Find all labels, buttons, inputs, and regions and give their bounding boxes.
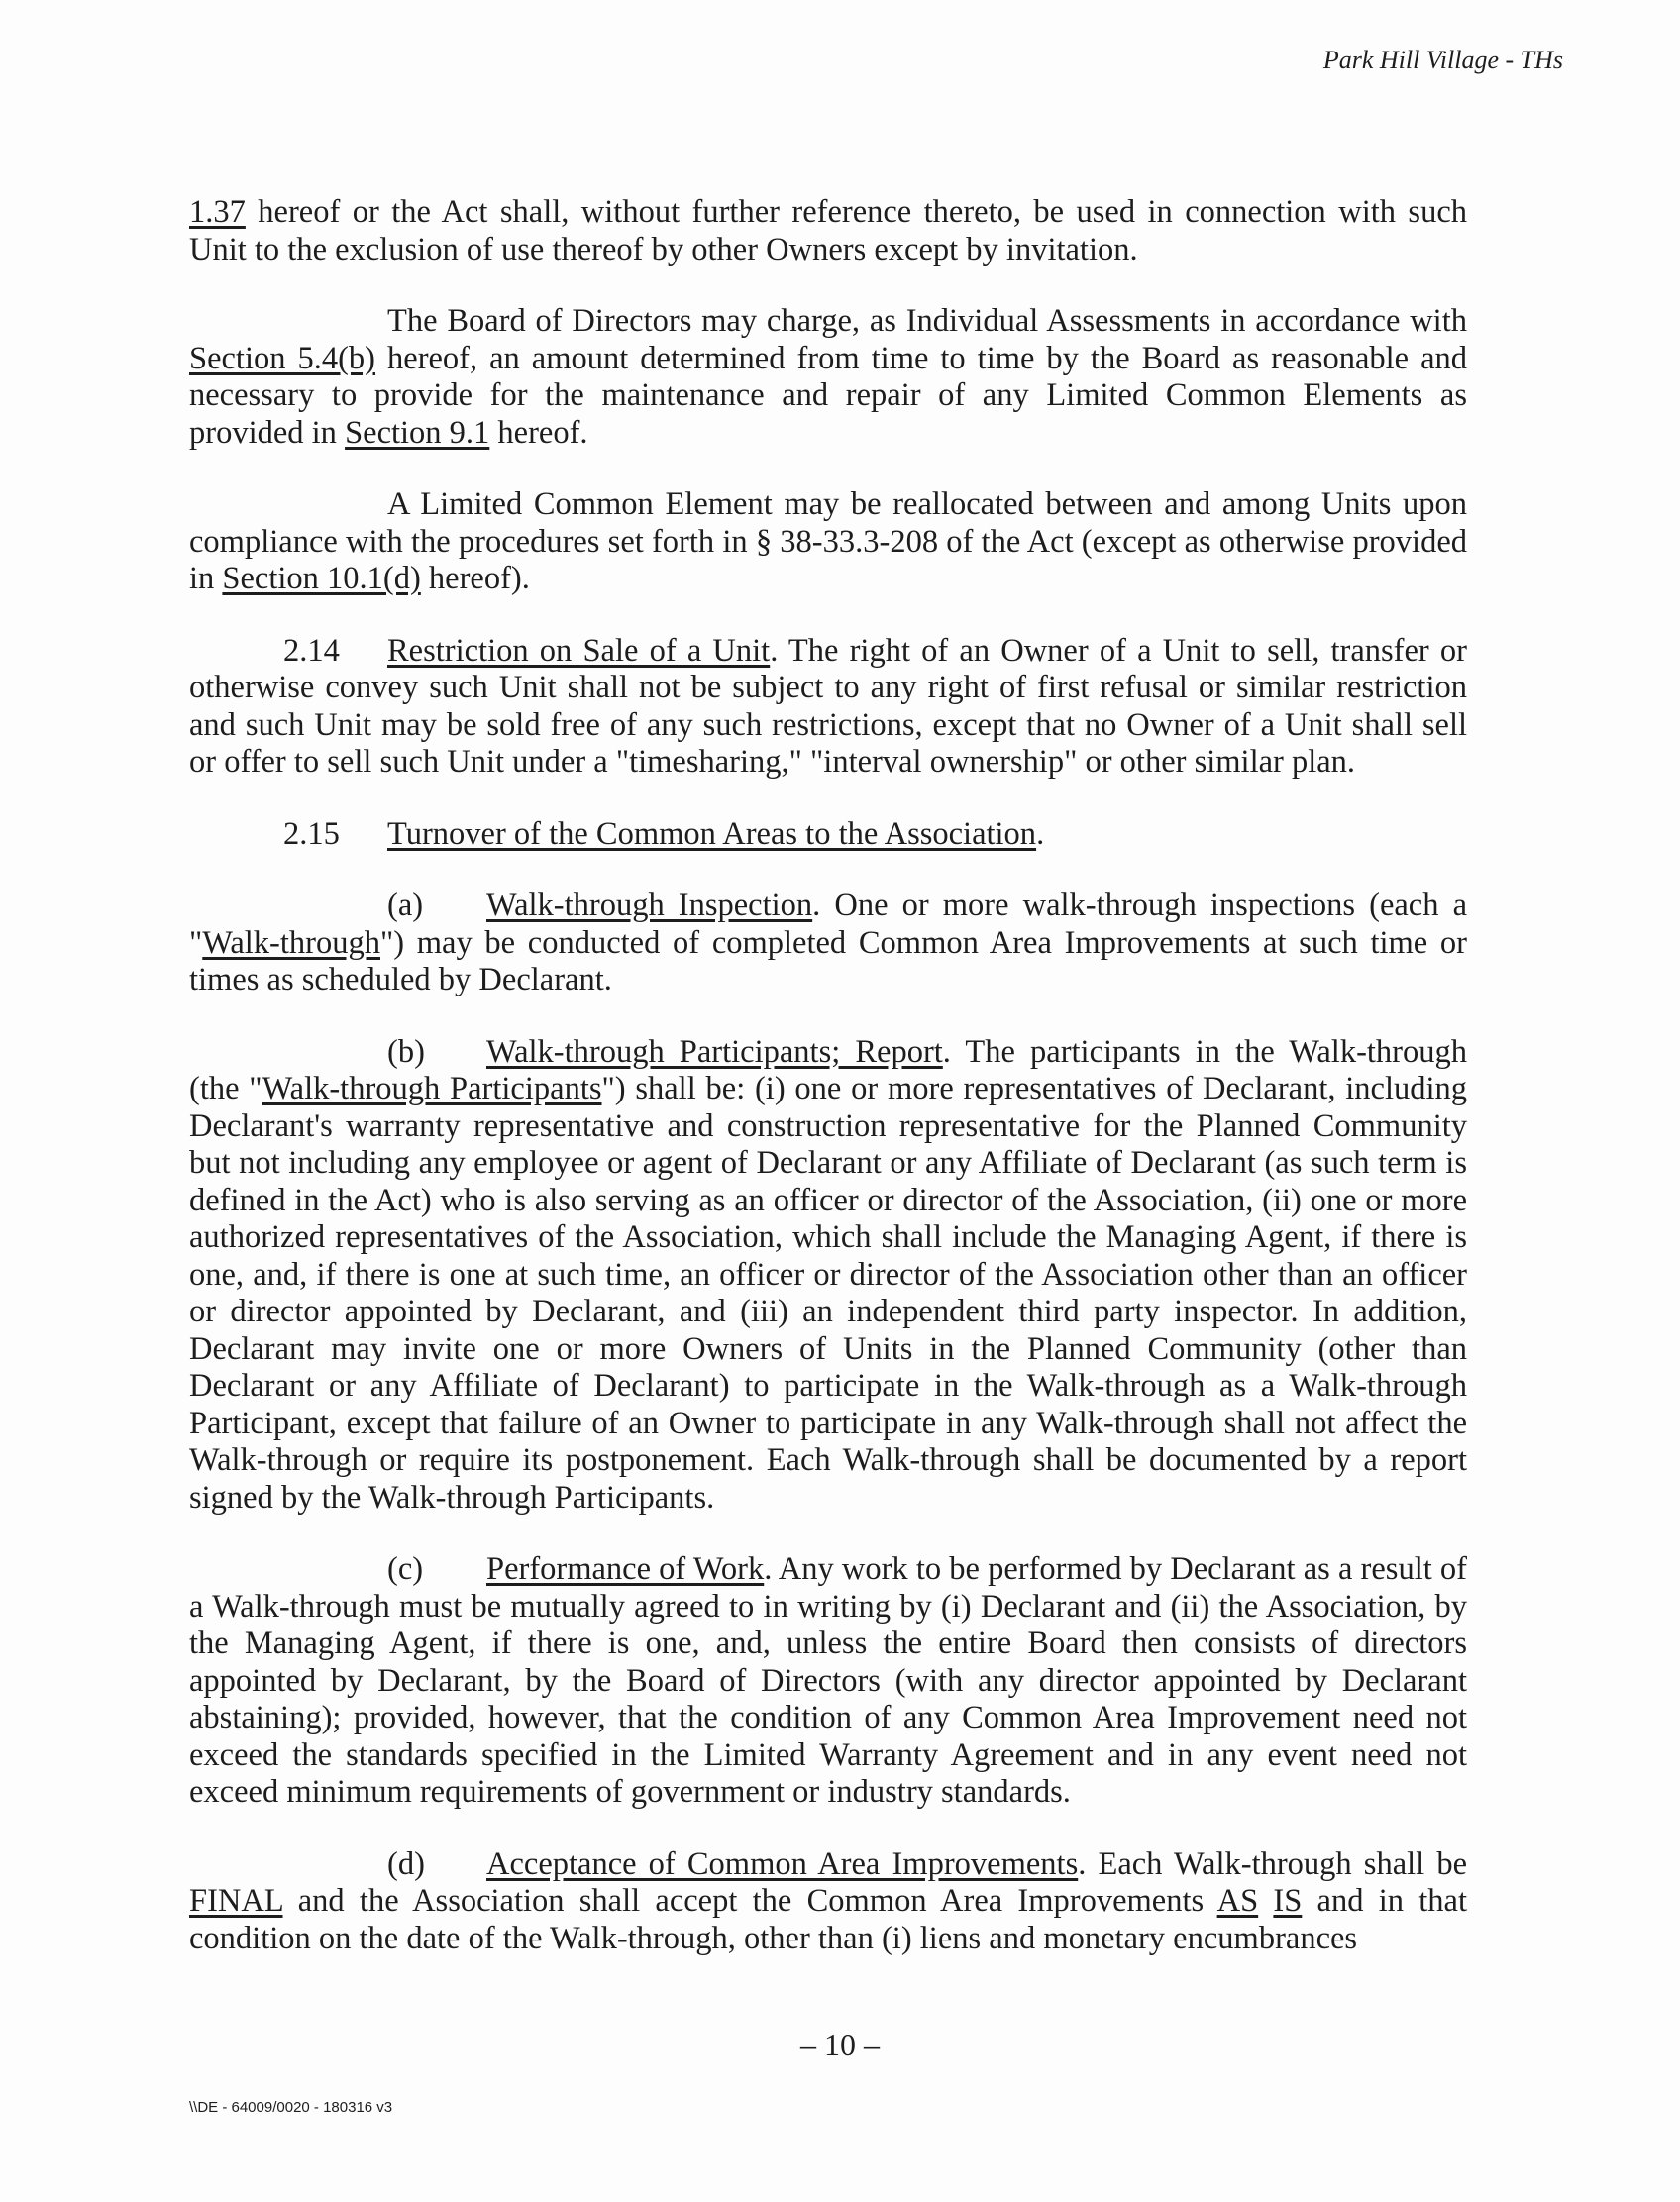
page-number: – 10 – <box>800 2027 880 2062</box>
paragraph-individual-assessments: The Board of Directors may charge, as Individual Assessments in accordance with Section 5.4(b) hereof, an amount determined from time to time by the Board as reasonable and necessary to provide for the maintenance and repair of any Limited Common Elements as provided in Section 9.1 hereof. <box>189 303 1467 451</box>
subsection-a: (a) Walk-through Inspection. One or more walk-through inspections (each a "Walk-through") may be conducted of completed Common Area Improvements at such time or times as scheduled by Declarant. <box>189 888 1467 997</box>
section-reference: Section 10.1(d) <box>222 561 421 596</box>
section-reference: Section 9.1 <box>345 414 490 451</box>
emphasis-final: FINAL <box>189 1883 283 1919</box>
emphasis-is: IS <box>1273 1883 1303 1919</box>
subsection-label: (a) <box>387 888 424 923</box>
emphasis-as: AS <box>1216 1883 1259 1919</box>
section-number: 2.14 <box>283 632 340 669</box>
paragraph-continuation: 1.37 hereof or the Act shall, without further reference thereto, be used in connection with such Unit to the exclusion of use thereof by other Owners except by invitation. <box>189 194 1467 267</box>
paragraph-reallocation: A Limited Common Element may be reallocated between and among Units upon compliance with the procedures set forth in § 38-33.3-208 of the Act (except as otherwise provided in Section 10.1(d) hereof). <box>189 486 1467 596</box>
subsection-heading: Walk-through Participants; Report <box>486 1033 943 1070</box>
section-reference: Section 5.4(b) <box>189 340 376 376</box>
subsection-heading: Performance of Work <box>486 1551 765 1587</box>
subsection-label: (b) <box>387 1033 425 1070</box>
section-heading: Restriction on Sale of a Unit <box>387 632 771 669</box>
subsection-label: (c) <box>387 1551 424 1587</box>
subsection-c: (c) Performance of Work. Any work to be performed by Declarant as a result of a Walk-through must be mutually agreed to in writing by (i) Declarant and (ii) the Association, by the Managing Agent, if there is one, and, unless the entire Board then consists of directors appointed by Declarant, by the Board of Directors (with any director appointed by Declarant abstaining); provided, however, that the condition of any Common Area Improvement need not exceed the standards specified in the Limited Warranty Agreement and in any event need not exceed minimum requirements of government or industry standards. <box>189 1551 1467 1810</box>
section-number: 2.15 <box>283 815 340 852</box>
section-2-14: 2.14 Restriction on Sale of a Unit. The right of an Owner of a Unit to sell, transfer or otherwise convey such Unit shall not be subject to any right of first refusal or similar restriction and such Unit may be sold free of any such restrictions, except that no Owner of a Unit shall sell or offer to sell such Unit under a "timesharing," "interval ownership" or other similar plan. <box>189 632 1467 780</box>
subsection-label: (d) <box>387 1845 425 1882</box>
section-heading: Turnover of the Common Areas to the Association <box>387 815 1037 852</box>
section-2-15: 2.15 Turnover of the Common Areas to the Association. <box>283 815 1045 852</box>
subsection-heading: Walk-through Inspection <box>486 888 813 923</box>
document-id: \\DE - 64009/0020 - 180316 v3 <box>189 2099 393 2116</box>
subsection-heading: Acceptance of Common Area Improvements <box>486 1845 1079 1882</box>
document-body <box>189 194 1467 1992</box>
subsection-b: (b) Walk-through Participants; Report. The participants in the Walk-through (the "Walk-through Participants") shall be: (i) one or more representatives of Declarant, including Declarant's warranty representative and construction representative for the Planned Community but not including any employee or agent of Declarant or any Affiliate of Declarant (as such term is defined in the Act) who is also serving as an officer or director of the Association, (ii) one or more authorized representatives of the Association, which shall include the Managing Agent, if there is one, and, if there is one at such time, an officer or director of the Association other than an officer or director appointed by Declarant, and (iii) an independent third party inspector. In addition, Declarant may invite one or more Owners of Units in the Planned Community (other than Declarant or any Affiliate of Declarant) to participate in the Walk-through as a Walk-through Participant, except that failure of an Owner to participate in any Walk-through shall not affect the Walk-through or require its postponement. Each Walk-through shall be documented by a report signed by the Walk-through Participants. <box>189 1033 1468 1516</box>
section-reference: 1.37 <box>189 194 246 230</box>
running-header: Park Hill Village - THs <box>1322 46 1563 74</box>
subsection-d: (d) Acceptance of Common Area Improvements. Each Walk-through shall be FINAL and the Association shall accept the Common Area Improvements AS IS and in that condition on the date of the Walk-through, other than (i) liens and monetary encumbrances <box>189 1845 1467 1956</box>
defined-term: Walk-through Participants <box>262 1071 602 1106</box>
defined-term: Walk-through <box>202 924 380 961</box>
